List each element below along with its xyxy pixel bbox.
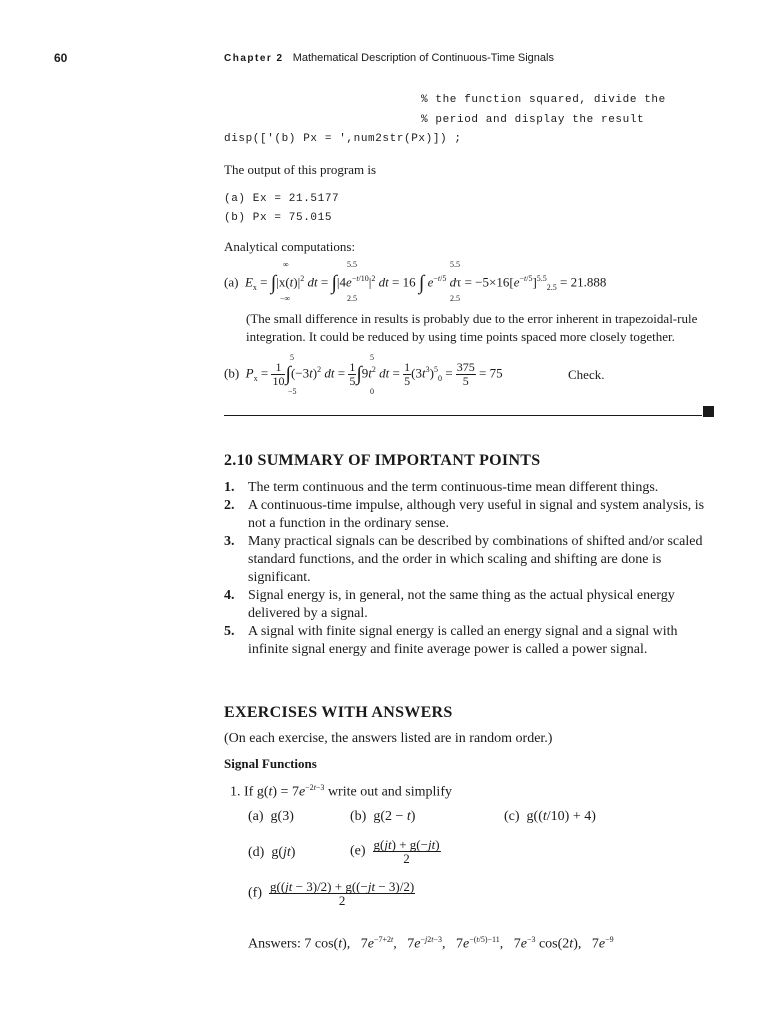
exercise-1-statement: 1. If $g(t) = 7e^{-2t-3}$ write out and simplify	[230, 783, 452, 800]
output-intro: The output of this program is	[224, 162, 377, 177]
signal-functions-heading: Signal Functions	[224, 756, 317, 771]
summary-point-number: 4.	[224, 588, 235, 603]
chapter-title: Mathematical Description of Continuous-Time Signals	[292, 52, 554, 64]
exercise-1f: (f) $\frac{g((jt - 3)/2) + g((-jt - 3)/2)}{2}$	[248, 879, 415, 908]
page-number: 60	[54, 51, 68, 65]
output-line-a: (a) Ex = 21.5177	[224, 193, 340, 205]
summary-point-text: Many practical signals can be described by combinations of shifted and/or scaled standard functions, and the order in which scaling and shifting are done is significant.	[248, 534, 703, 585]
summary-point	[224, 497, 719, 533]
summary-point-number: 2.	[224, 498, 235, 513]
summary-point-text: A continuous-time impulse, although very useful in signal and system analysis, is not a function in the ordinary sense.	[248, 498, 705, 531]
equation-a: ∞ −∞ 5.5 2.5 5.5 2.5 (a) $E_x = \int|x(t)|^2$ dt = $\int|4e^{-t/10}|^2$ dt = 16 ∫ $e^{-t/5}$ $d\tau = -5\times 16[e^{-t/5}]^{5.5}_{2.5} = 21.888$	[224, 260, 607, 303]
exercise-1d: (d) g(jt)	[248, 845, 296, 860]
summary-point	[224, 587, 719, 623]
summary-point-text: A signal with finite signal energy is called an energy signal and a signal with infinite signal energy and finite average power is called a power signal.	[248, 624, 678, 657]
summary-title: 2.10 SUMMARY OF IMPORTANT POINTS	[224, 452, 541, 469]
answers-label: Answers:	[248, 936, 301, 952]
analytical-intro: Analytical computations:	[224, 239, 356, 254]
check-label: Check.	[568, 367, 605, 382]
running-head	[224, 52, 554, 64]
summary-point	[224, 533, 719, 587]
analytical-note-line-1: (The small difference in results is probably due to the error inherent in trapezoidal-rule	[246, 311, 698, 326]
equation-b-result: = 75	[479, 365, 503, 381]
equation-b: 5 −5 5 0 (b) $P_x$ = $\frac{1}{10}$ $\int(-3t)^2$ dt = $\frac{1}{5}$ $\int 9t^2$ dt = $\frac{1}{5}$ $(3t^3)^5_0$ = $\frac{375}{5}$ = 75 Check.	[224, 353, 605, 396]
code-comment-2: % period and display the result	[421, 114, 645, 126]
exercises-title: EXERCISES WITH ANSWERS	[224, 704, 453, 721]
exercises-note: (On each exercise, the answers listed are in random order.)	[224, 731, 553, 746]
chapter-label: Chapter 2	[224, 53, 284, 64]
output-line-b: (b) Px = 75.015	[224, 212, 333, 224]
exercise-1a: (a) g(3)	[248, 809, 294, 824]
equation-a-result: = 21.888	[560, 274, 607, 290]
summary-point	[224, 623, 719, 659]
summary-point-text: Signal energy is, in general, not the same thing as the actual physical energy delivered by a signal.	[248, 588, 675, 621]
exercise-1b: (b) g(2 − t)	[350, 809, 416, 824]
exercise-1-number: 1.	[230, 784, 241, 800]
summary-points	[224, 479, 719, 659]
section-divider	[224, 415, 702, 416]
code-disp-line: disp(['(b) Px = ',num2str(Px)]) ;	[224, 133, 462, 145]
exercise-1c: (c) g((t/10) + 4)	[504, 809, 596, 824]
exercise-1e: (e) $\frac{g(jt) + g(-jt)}{2}$	[350, 837, 440, 866]
code-comment-1: % the function squared, divide the	[421, 94, 666, 106]
summary-point-number: 5.	[224, 624, 235, 639]
summary-point	[224, 479, 719, 497]
summary-point-number: 1.	[224, 480, 235, 495]
summary-point-number: 3.	[224, 534, 235, 549]
exercise-1-answers: Answers: 7 cos(t), $7e^{-7+2t}$, $7e^{-j2t-3}$, $7e^{-(t/5)-11}$, $7e^{-3}$ cos(2t), $7e^{-9}$	[248, 935, 614, 952]
end-of-example-mark	[703, 406, 714, 417]
summary-point-text: The term continuous and the term continuous-time mean different things.	[248, 480, 659, 495]
analytical-note-line-2: integration. It could be reduced by using time points spaced more closely together.	[246, 329, 675, 344]
exercise-1-intro: write out and simplify	[327, 784, 452, 800]
